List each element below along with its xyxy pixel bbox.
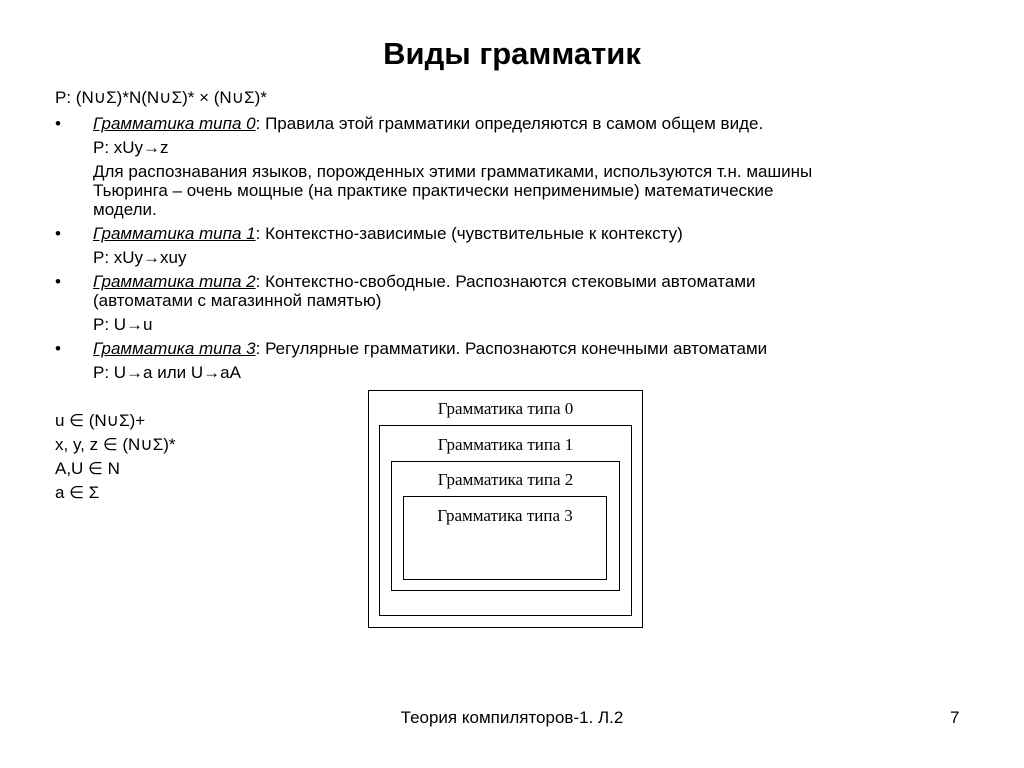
general-rule: P: (N∪Σ)*N(N∪Σ)* × (N∪Σ)* xyxy=(55,88,267,107)
bullet-type2: • xyxy=(55,272,61,291)
type0-text: Правила этой грамматики определяются в самом общем виде. xyxy=(260,114,764,133)
type1-text: Контекстно-зависимые (чувствительные к контексту) xyxy=(260,224,683,243)
definition-a: a ∈ Σ xyxy=(55,483,100,502)
slide-title: Виды грамматик xyxy=(383,36,641,71)
bullet-type3: • xyxy=(55,339,61,358)
type1-line xyxy=(93,224,683,243)
type2-line xyxy=(93,272,756,291)
type2-sep: : xyxy=(255,272,261,291)
type0-desc-3: модели. xyxy=(93,200,157,219)
type0-desc-1: Для распознавания языков, порожденных этими грамматиками, используются т.н. машины xyxy=(93,162,813,181)
type0-line xyxy=(93,114,763,133)
type0-term: Грамматика типа 0 xyxy=(93,114,256,133)
diagram-label-type3: Грамматика типа 3 xyxy=(437,506,573,525)
diagram-label-type0: Грамматика типа 0 xyxy=(437,399,574,418)
type2-text-2: (автоматами с магазинной памятью) xyxy=(93,291,382,310)
definition-xyz: x, y, z ∈ (N∪Σ)* xyxy=(55,435,176,454)
type2-rule: P: U→u xyxy=(93,315,153,334)
bullet-type0: • xyxy=(55,114,61,133)
diagram-label-type1: Грамматика типа 1 xyxy=(437,435,574,454)
footer-text: Теория компиляторов-1. Л.2 xyxy=(400,708,624,727)
type1-sep: : xyxy=(255,224,261,243)
bullet-type1: • xyxy=(55,224,61,243)
diagram-label-type2: Грамматика типа 2 xyxy=(437,470,574,489)
page-number: 7 xyxy=(950,708,960,727)
type0-rule: P: xUy→z xyxy=(93,138,169,157)
diagram-box-type3 xyxy=(403,496,607,580)
type0-desc-2: Тьюринга – очень мощные (на практике практически неприменимые) математические xyxy=(93,181,774,200)
type2-text: Контекстно-свободные. Распознаются стековыми автоматами xyxy=(260,272,756,291)
type3-term: Грамматика типа 3 xyxy=(93,339,256,358)
definition-au: A,U ∈ N xyxy=(55,459,120,478)
type3-text: Регулярные грамматики. Распознаются конечными автоматами xyxy=(260,339,768,358)
type3-rule: P: U→a или U→aA xyxy=(93,363,241,382)
type0-sep: : xyxy=(255,114,261,133)
type3-sep: : xyxy=(255,339,261,358)
type1-term: Грамматика типа 1 xyxy=(93,224,256,243)
type1-rule: P: xUy→xuy xyxy=(93,248,187,267)
definition-u: u ∈ (N∪Σ)+ xyxy=(55,411,146,430)
type3-line xyxy=(93,339,767,358)
type2-term: Грамматика типа 2 xyxy=(93,272,256,291)
